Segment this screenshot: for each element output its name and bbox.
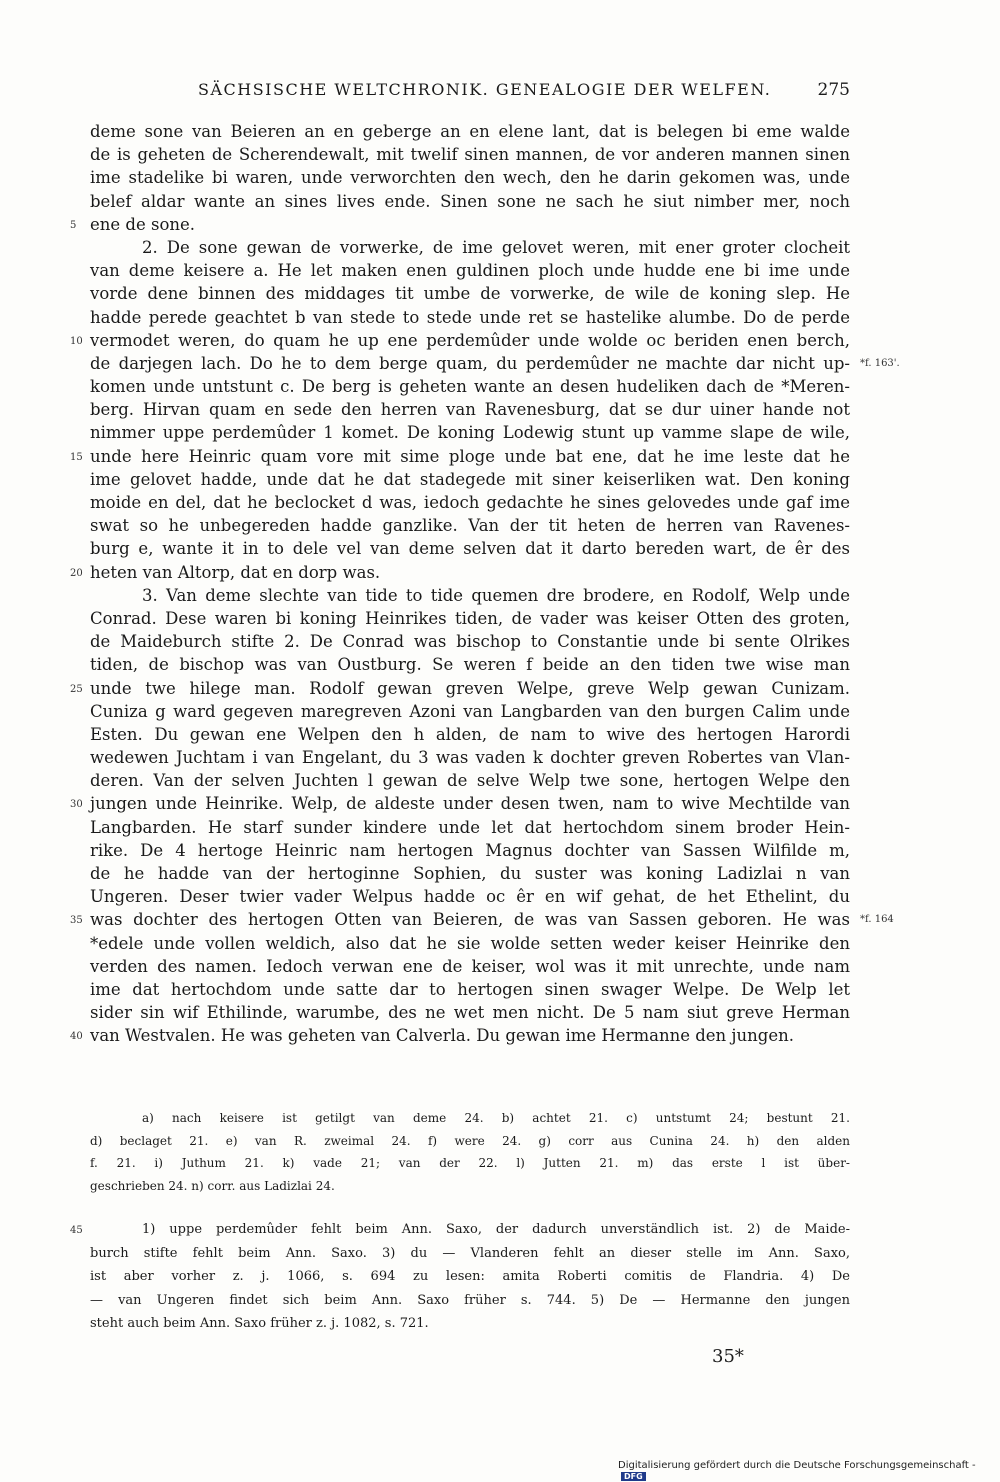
text-line [90, 166, 850, 189]
text-line [90, 653, 850, 676]
line-number: 45 [70, 1225, 83, 1236]
line-text: a) nach keisere ist getilgt van deme 24. b) achtet 21. c) untstumt 24; bestunt 21. [142, 1111, 850, 1125]
line-text: unde here Heinric quam vore mit sime ploge unde bat ene, dat he ime leste dat he [90, 446, 850, 466]
text-line [90, 1130, 850, 1153]
text-line [90, 1001, 850, 1024]
text-line [90, 839, 850, 862]
line-number: 15 [70, 451, 83, 463]
text-line [90, 190, 850, 213]
margin-folio-ref: *f. 163'. [860, 357, 900, 369]
page-number: 275 [817, 80, 850, 100]
line-text: komen unde untstunt c. De berg is geheten wante an desen hudeliken dach de *Meren- [90, 377, 850, 397]
text-line [90, 885, 850, 908]
text-line [70, 213, 850, 236]
line-number: 5 [70, 219, 77, 231]
dfg-logo: DFG [621, 1472, 646, 1481]
text-line [90, 862, 850, 885]
text-line [90, 421, 850, 444]
line-text: Cuniza g ward gegeven maregreven Azoni van Langbarden van den burgen Calim unde [90, 701, 850, 721]
line-text: Langbarden. He starf sunder kindere unde let dat hertochdom sinem broder Hein- [90, 817, 850, 837]
line-text: unde twe hilege man. Rodolf gewan greven Welpe, greve Welp gewan Cunizam. [90, 678, 850, 698]
text-line [90, 955, 850, 978]
line-text: Ungeren. Deser twier vader Welpus hadde oc êr en wif gehat, de het Ethelint, du [90, 887, 850, 907]
text-line [90, 746, 850, 769]
text-line [70, 1218, 850, 1242]
line-text: verden des namen. Iedoch verwan ene de keiser, wol was it mit unrechte, unde nam [90, 956, 850, 976]
line-text: ime dat hertochdom unde satte dar to hertogen sinen swager Welpe. De Welp let [90, 979, 850, 999]
text-line [90, 306, 850, 329]
text-line [90, 259, 850, 282]
signature-mark: 35* [712, 1346, 744, 1367]
line-text: rike. De 4 hertoge Heinric nam hertogen Magnus dochter van Sassen Wilfilde m, [90, 840, 850, 860]
text-line [90, 700, 850, 723]
line-text: berg. Hirvan quam en sede den herren van Ravenesburg, dat se dur uiner hande not [90, 400, 850, 420]
line-text: 1) uppe perdemûder fehlt beim Ann. Saxo, der dadurch unverständlich ist. 2) de Maide- [142, 1222, 850, 1237]
line-text: burg e, wante it in to dele vel van deme selven dat it darto bereden wart, de êr des [90, 539, 850, 559]
text-line [90, 607, 850, 630]
line-text: heten van Altorp, dat en dorp was. [90, 562, 381, 582]
text-line [90, 236, 850, 259]
line-text: deme sone van Beieren an en geberge an en elene lant, dat is belegen bi eme walde [90, 122, 850, 141]
text-line [90, 514, 850, 537]
commentary-notes [70, 1218, 850, 1336]
text-line [90, 282, 850, 305]
line-text: f. 21. i) Juthum 21. k) vade 21; van der 22. l) Jutten 21. m) das erste l ist über- [90, 1156, 850, 1170]
line-text: burch stifte fehlt beim Ann. Saxo. 3) du — Vlanderen fehlt an dieser stelle im Ann. Saxo, [90, 1245, 850, 1261]
text-line [70, 1024, 850, 1047]
line-number: 30 [70, 799, 83, 811]
line-number: 35 [70, 915, 83, 927]
footer-text: Digitalisierung gefördert durch die Deutsche Forschungsgemeinschaft - [618, 1460, 976, 1471]
line-text: vermodet weren, do quam he up ene perdemûder unde wolde oc beriden enen berch, [90, 330, 850, 350]
line-text: d) beclaget 21. e) van R. zweimal 24. f) were 24. g) corr aus Cunina 24. h) den alden [90, 1133, 850, 1148]
line-text: Esten. Du gewan ene Welpen den h alden, de nam to wive des hertogen Harordi [90, 724, 850, 744]
text-line [90, 143, 850, 166]
line-text: de darjegen lach. Do he to dem berge quam, du perdemûder ne machte dar nicht up- [90, 353, 850, 373]
text-line [90, 1175, 850, 1198]
line-text: jungen unde Heinrike. Welp, de aldeste under desen twen, nam to wive Mechtilde van [90, 794, 850, 814]
line-text: hadde perede geachtet b van stede to stede unde ret se hastelike alumbe. Do de perde [90, 307, 850, 327]
line-text: de Maideburch stifte 2. De Conrad was bischop to Constantie unde bi sente Olrikes [90, 632, 850, 652]
text-line [90, 398, 850, 421]
text-line [90, 584, 850, 607]
line-text: *edele unde vollen weldich, also dat he sie wolde setten weder keiser Heinrike den [90, 933, 850, 953]
line-text: sider sin wif Ethilinde, warumbe, des ne wet men nicht. De 5 nam siut greve Herman [90, 1003, 850, 1023]
line-text: de is geheten de Scherendewalt, mit twelif sinen mannen, de vor anderen mannen sinen [90, 145, 850, 165]
line-text: swat so he unbegereden hadde ganzlike. Van der tit heten de herren van Ravenes- [90, 516, 850, 536]
text-line [90, 375, 850, 398]
line-text: 2. De sone gewan de vorwerke, de ime gelovet weren, mit ener groter clocheit [142, 237, 850, 257]
text-line [90, 537, 850, 560]
text-line [90, 816, 850, 839]
line-text: deren. Van der selven Juchten l gewan de selve Welp twe sone, hertogen Welpe den [90, 771, 850, 791]
text-line [90, 120, 850, 143]
line-number: 20 [70, 567, 83, 579]
text-line [90, 1152, 850, 1175]
text-line [90, 932, 850, 955]
text-line [70, 677, 850, 700]
text-line [90, 723, 850, 746]
line-text: was dochter des hertogen Otten van Beieren, de was van Sassen geboren. He was [90, 910, 850, 930]
main-text [70, 120, 900, 1048]
text-line [90, 352, 900, 375]
margin-folio-ref: *f. 164 [860, 914, 894, 926]
digitization-footer [618, 1460, 1000, 1482]
running-title: SÄCHSISCHE WELTCHRONIK. GENEALOGIE DER WELFEN. [198, 80, 772, 99]
line-text: steht auch beim Ann. Saxo früher z. j. 1082, s. 721. [90, 1316, 429, 1331]
line-text: Conrad. Dese waren bi koning Heinrikes tiden, de vader was keiser Otten des groten, [90, 608, 850, 628]
text-line [90, 1107, 850, 1130]
line-text: ime gelovet hadde, unde dat he dat stadegede mit siner keiserliken wat. Den koning [90, 469, 850, 489]
text-line [90, 468, 850, 491]
line-text: moide en del, dat he beclocket d was, iedoch gedachte he sines gelovedes unde gaf ime [90, 493, 850, 512]
text-line [90, 491, 850, 514]
line-number: 10 [70, 335, 83, 347]
text-line [90, 1289, 850, 1313]
line-text: vorde dene binnen des middages tit umbe de vorwerke, de wile de koning slep. He [90, 284, 850, 304]
line-text: van deme keisere a. He let maken enen guldinen ploch unde hudde ene bi ime unde [90, 261, 850, 281]
line-number: 40 [70, 1031, 83, 1043]
text-line [70, 561, 850, 584]
line-text: 3. Van deme slechte van tide to tide quemen dre brodere, en Rodolf, Welp unde [142, 585, 850, 605]
text-line [70, 329, 850, 352]
apparatus-notes [90, 1107, 850, 1197]
text-line [90, 978, 850, 1001]
text-line [70, 908, 894, 931]
line-text: ist aber vorher z. j. 1066, s. 694 zu lesen: amita Roberti comitis de Flandria. 4) De [90, 1269, 850, 1284]
line-text: ene de sone. [90, 214, 196, 234]
line-text: — van Ungeren findet sich beim Ann. Saxo früher s. 744. 5) De — Hermanne den jungen [90, 1292, 850, 1308]
text-line [90, 1265, 850, 1289]
line-text: de he hadde van der hertoginne Sophien, du suster was koning Ladizlai n van [90, 864, 850, 883]
line-text: nimmer uppe perdemûder 1 komet. De koning Lodewig stunt up vamme slape de wile, [90, 423, 850, 443]
text-line [90, 769, 850, 792]
line-text: tiden, de bischop was van Oustburg. Se weren f beide an den tiden twe wise man [90, 655, 850, 675]
line-number: 25 [70, 683, 83, 695]
text-line [90, 630, 850, 653]
text-line [70, 792, 850, 815]
line-text: geschrieben 24. n) corr. aus Ladizlai 24. [90, 1178, 335, 1193]
text-line [90, 1242, 850, 1266]
line-text: van Westvalen. He was geheten van Calverla. Du gewan ime Hermanne den jungen. [90, 1026, 794, 1046]
text-line [70, 445, 850, 468]
running-header [90, 80, 850, 104]
line-text: belef aldar wante an sines lives ende. Sinen sone ne sach he siut nimber mer, noch [90, 191, 850, 211]
line-text: wedewen Juchtam i van Engelant, du 3 was vaden k dochter greven Robertes van Vlan- [90, 748, 850, 768]
text-line [90, 1312, 850, 1336]
line-text: ime stadelike bi waren, unde verworchten den wech, den he darin gekomen was, unde [90, 168, 850, 188]
